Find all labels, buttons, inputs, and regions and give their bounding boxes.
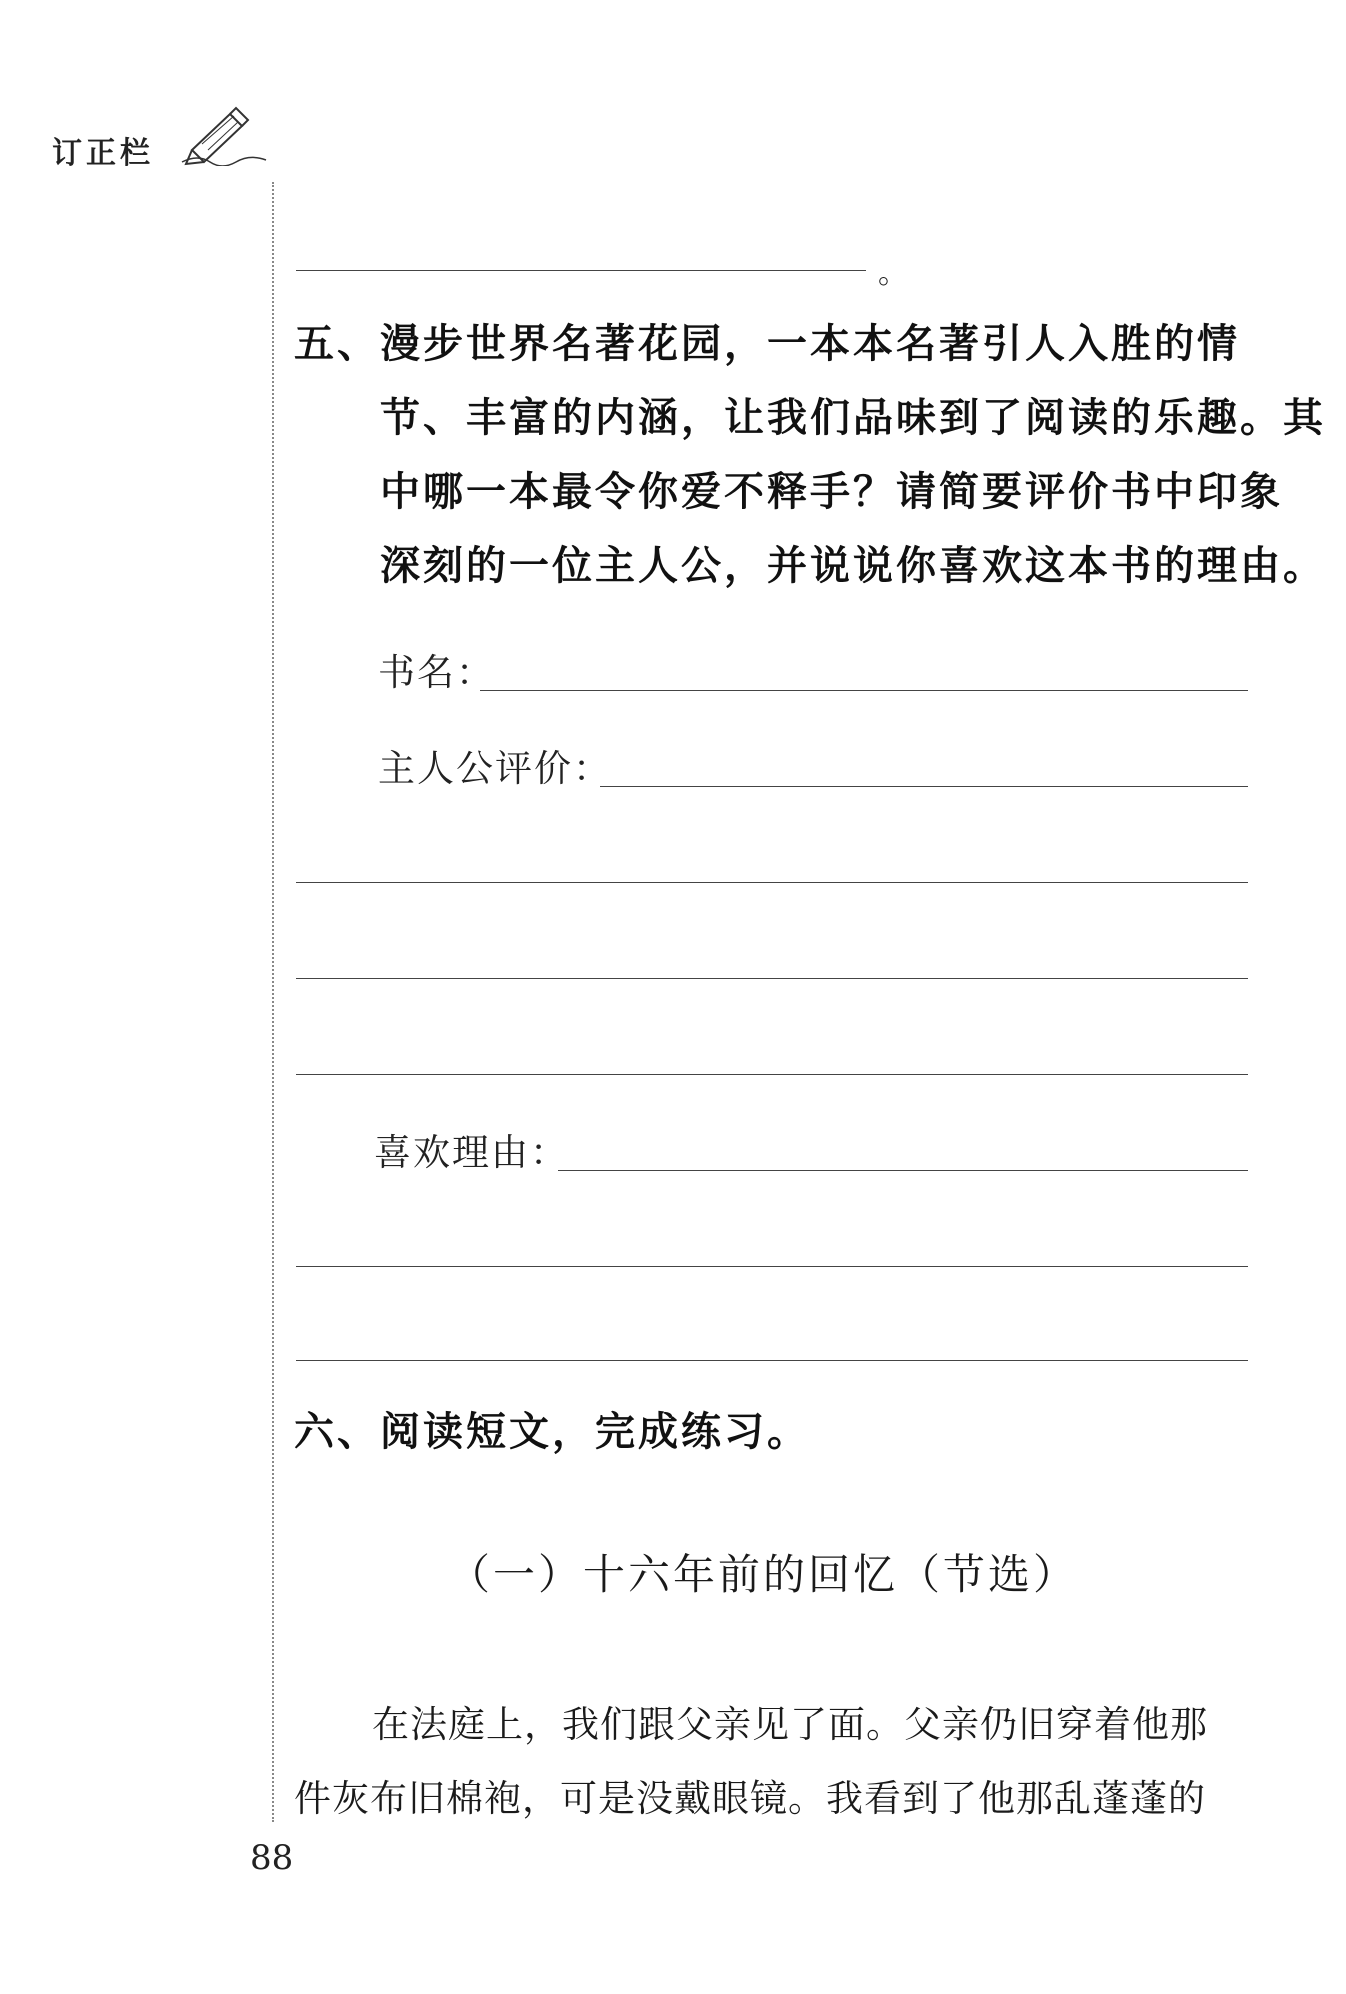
question-text-line: 节、丰富的内涵，让我们品味到了阅读的乐趣。其 bbox=[380, 395, 1326, 441]
passage-line: 件灰布旧棉袍，可是没戴眼镜。我看到了他那乱蓬蓬的 bbox=[294, 1777, 1206, 1820]
answer-line[interactable] bbox=[296, 978, 1248, 979]
reason-answer-line[interactable] bbox=[558, 1170, 1248, 1171]
passage-title: （一）十六年前的回忆（节选） bbox=[447, 1550, 1078, 1599]
question-text-line: 深刻的一位主人公，并说说你喜欢这本书的理由。 bbox=[380, 543, 1326, 589]
book-name-label: 书名： bbox=[378, 651, 495, 694]
end-mark: 。 bbox=[878, 256, 908, 291]
page-number: 88 bbox=[250, 1838, 294, 1878]
question-text-line: 漫步世界名著花园，一本本名著引人入胜的情 bbox=[380, 321, 1240, 367]
answer-line[interactable] bbox=[296, 882, 1248, 883]
answer-line[interactable] bbox=[296, 1360, 1248, 1361]
passage-line: 在法庭上，我们跟父亲见了面。父亲仍旧穿着他那 bbox=[372, 1703, 1208, 1746]
question-text-line: 中哪一本最令你爱不释手？请简要评价书中印象 bbox=[380, 469, 1283, 515]
hero-review-label: 主人公评价： bbox=[378, 747, 612, 790]
margin-title: 订正栏 bbox=[52, 136, 154, 171]
question-six-heading: 六、阅读短文，完成练习。 bbox=[294, 1409, 810, 1455]
hero-review-answer-line[interactable] bbox=[600, 786, 1248, 787]
question-number: 五、 bbox=[294, 321, 380, 367]
answer-line[interactable] bbox=[296, 1266, 1248, 1267]
answer-line[interactable] bbox=[296, 270, 866, 271]
reason-label: 喜欢理由： bbox=[374, 1131, 569, 1174]
book-name-answer-line[interactable] bbox=[480, 690, 1248, 691]
pencil-icon bbox=[180, 104, 270, 166]
passage-title-wrapper bbox=[0, 1542, 1346, 1602]
answer-line[interactable] bbox=[296, 1074, 1248, 1075]
